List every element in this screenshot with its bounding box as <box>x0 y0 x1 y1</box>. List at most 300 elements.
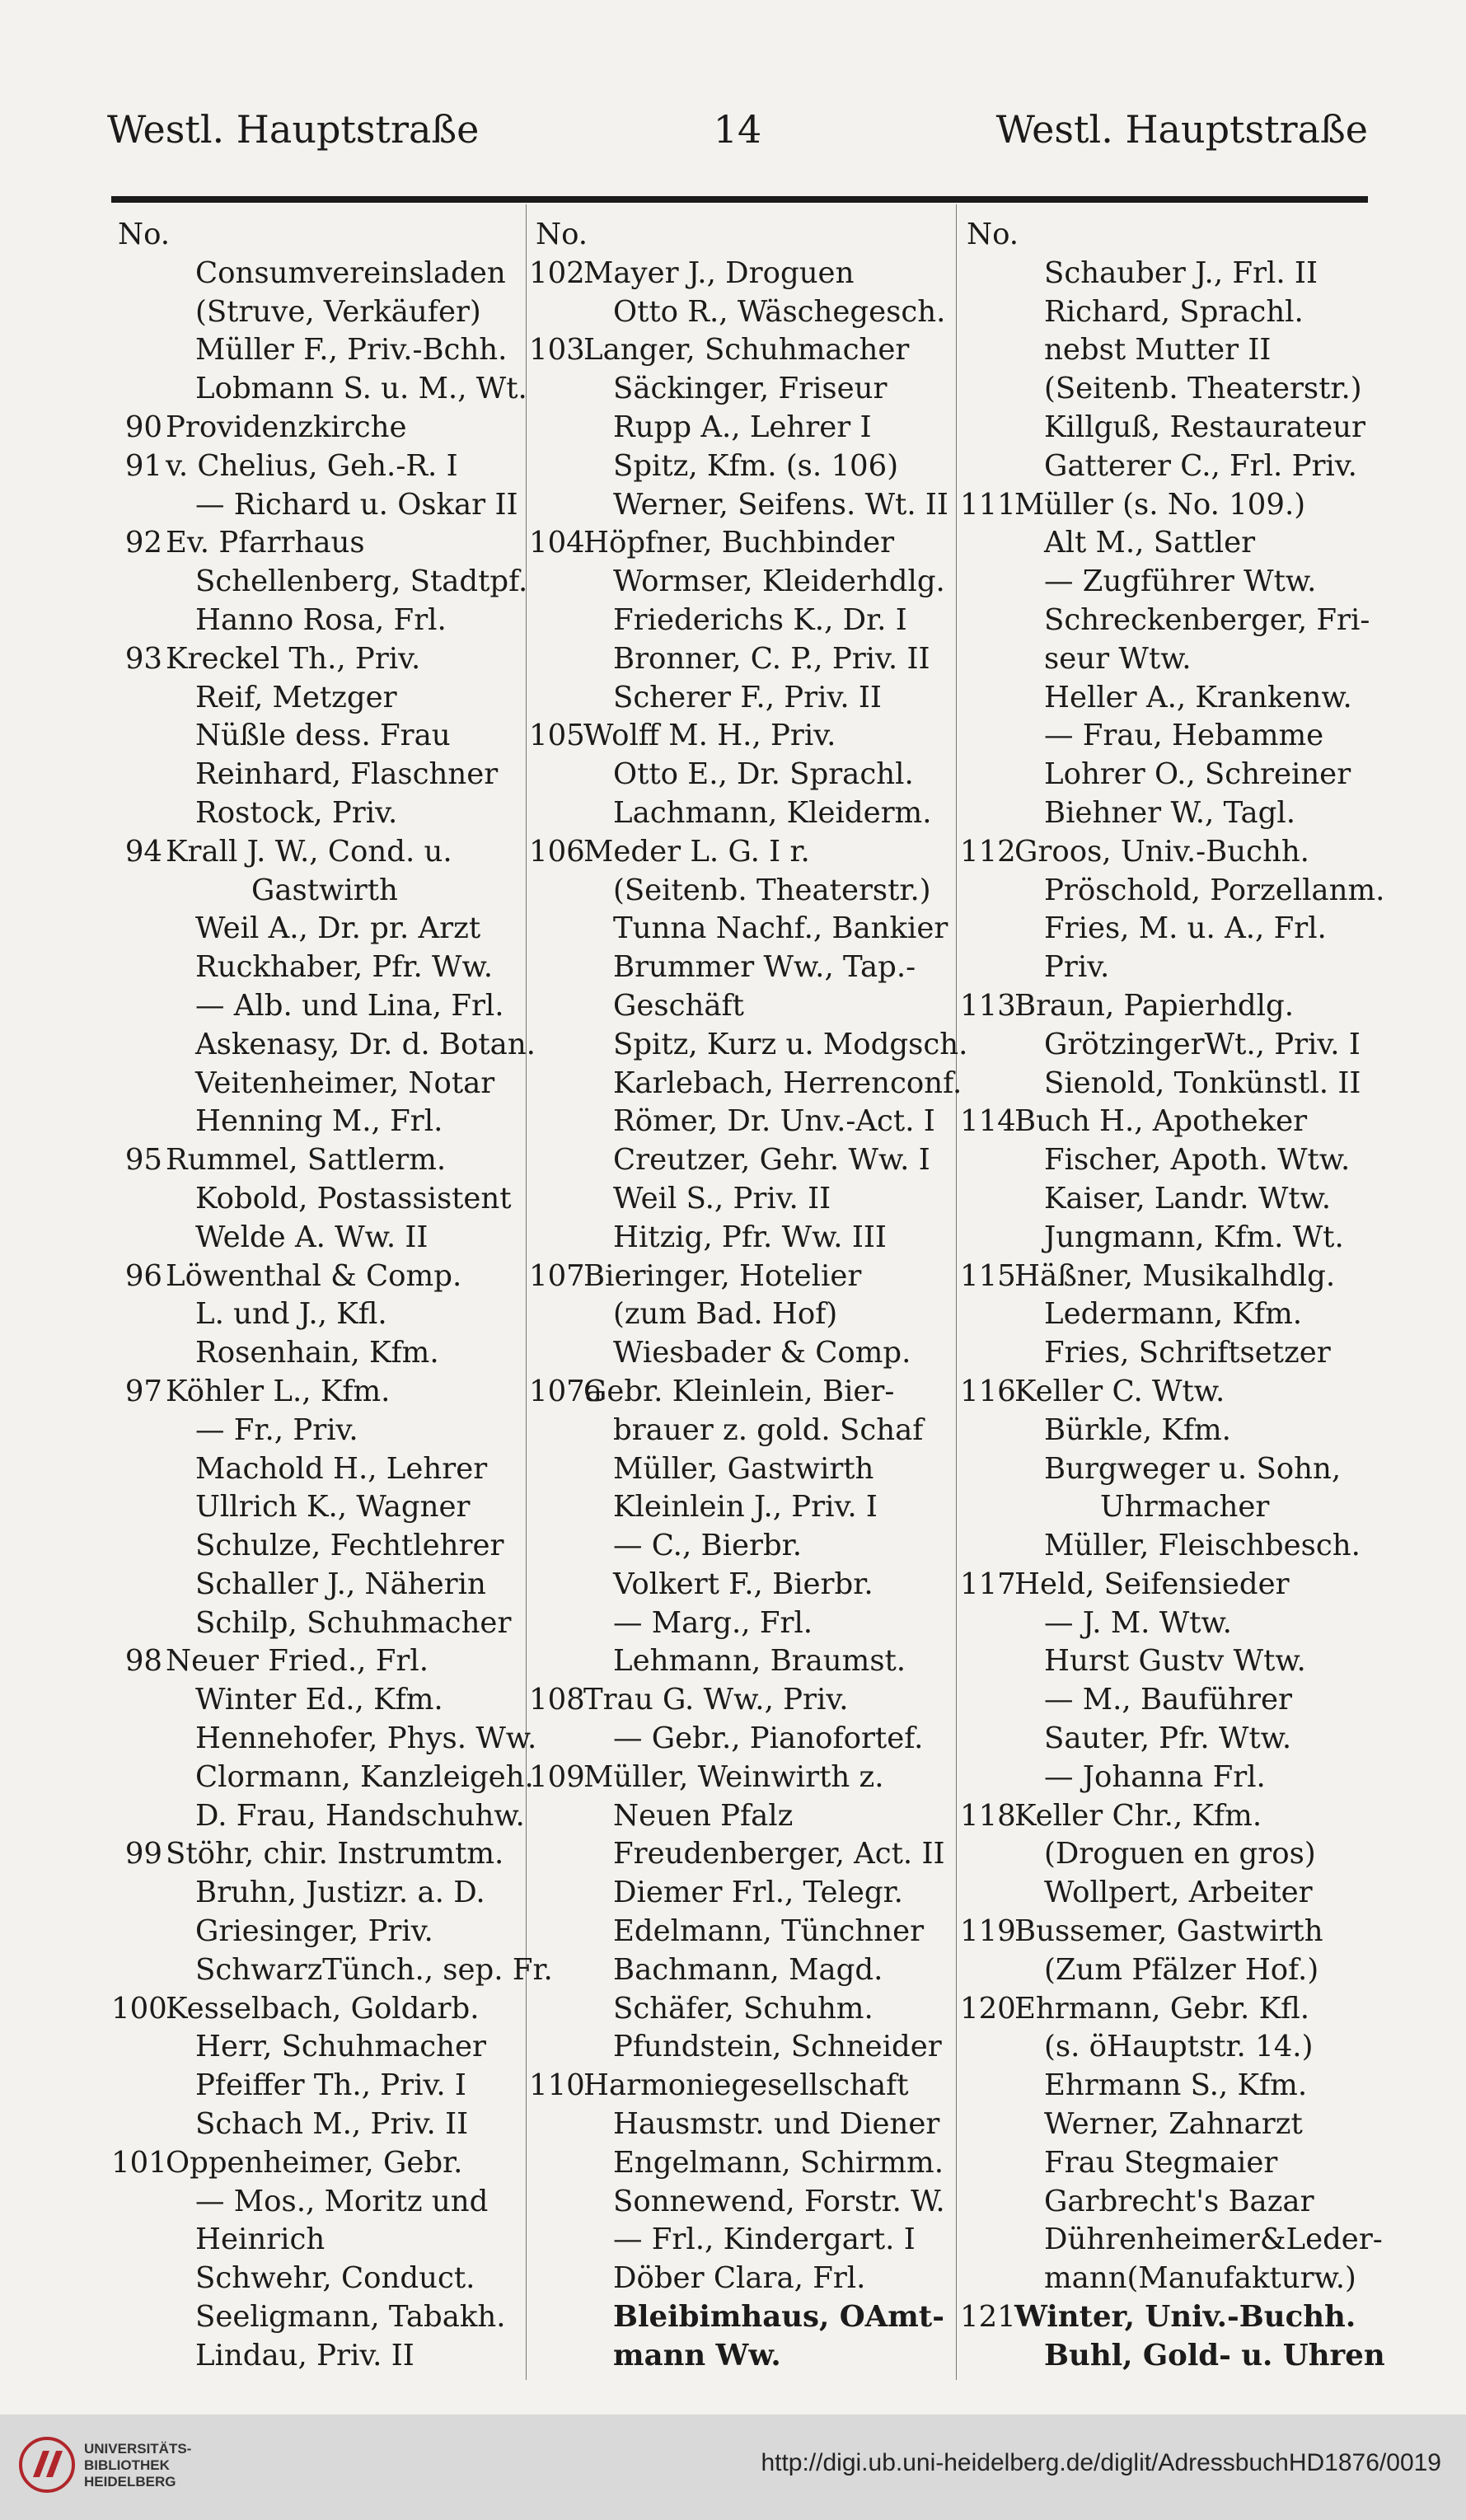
resident-entry-text: Heller A., Krankenw. <box>1044 680 1352 714</box>
directory-entry <box>111 1566 523 1604</box>
directory-entry <box>529 409 941 447</box>
resident-entry-text: D. Frau, Handschuhw. <box>195 1798 525 1833</box>
directory-entry <box>111 2105 523 2144</box>
resident-entry-text: (s. öHauptstr. 14.) <box>1044 2030 1314 2064</box>
resident-entry-text: Lindau, Priv. II <box>195 2338 415 2372</box>
resident-entry-text: nebst Mutter II <box>1044 333 1272 368</box>
resident-entry-text: Spitz, Kfm. (s. 106) <box>613 448 899 483</box>
directory-entry <box>960 1219 1372 1258</box>
directory-entry <box>111 1141 523 1180</box>
resident-entry-text: Pfeiffer Th., Priv. I <box>195 2068 466 2103</box>
directory-entry <box>960 1141 1372 1180</box>
directory-entry <box>529 794 941 833</box>
directory-entry <box>960 331 1372 370</box>
resident-entry-text: Schach M., Priv. II <box>195 2107 469 2142</box>
resident-entry-text: Volkert F., Bierbr. <box>613 1567 874 1601</box>
house-number: 109 <box>529 1759 585 1794</box>
header-rule <box>111 196 1368 203</box>
resident-entry-text: Braun, Papierhdlg. <box>1014 988 1294 1023</box>
resident-entry-text: — Frau, Hebamme <box>1044 719 1324 753</box>
resident-entry-text: Hitzig, Pfr. Ww. III <box>613 1220 887 1254</box>
house-number: 102 <box>529 255 585 290</box>
resident-entry-text: Priv. <box>1044 950 1110 985</box>
directory-entry <box>111 1488 523 1527</box>
directory-entry <box>529 1258 941 1296</box>
resident-entry-text: — Frl., Kindergart. I <box>613 2223 916 2257</box>
directory-entry <box>111 1642 523 1681</box>
resident-entry-text: Friederichs K., Dr. I <box>613 602 907 637</box>
resident-entry-text: Sienold, Tonkünstl. II <box>1044 1066 1361 1100</box>
resident-entry-text: Ullrich K., Wagner <box>195 1490 471 1525</box>
house-number: 106 <box>529 834 585 869</box>
resident-entry-text: Bieringer, Hotelier <box>583 1258 862 1293</box>
resident-entry-text: Lehmann, Braumst. <box>613 1644 906 1679</box>
directory-entry <box>111 1604 523 1643</box>
house-number: 112 <box>960 834 1016 869</box>
resident-entry-text: Säckinger, Friseur <box>613 372 888 406</box>
directory-entry <box>529 679 941 718</box>
directory-entry <box>111 717 523 756</box>
resident-entry-text: Groos, Univ.-Buchh. <box>1014 834 1309 869</box>
directory-entry <box>111 2028 523 2067</box>
directory-entry <box>960 1065 1372 1103</box>
directory-entry <box>529 1835 945 1874</box>
directory-entry <box>960 2144 1372 2183</box>
directory-entry <box>111 2337 523 2376</box>
directory-entry <box>529 2183 945 2222</box>
directory-column-2 <box>529 216 968 2376</box>
resident-entry-text: Neuer Fried., Frl. <box>166 1644 429 1679</box>
directory-entry <box>960 293 1372 332</box>
resident-entry-text: Werner, Zahnarzt <box>1044 2107 1303 2142</box>
directory-entry <box>111 640 523 679</box>
directory-entry <box>960 1990 1372 2029</box>
resident-entry-text: — M., Bauführer <box>1044 1683 1292 1717</box>
library-name-line: BIBLIOTHEK <box>84 2457 170 2473</box>
resident-entry-text: Ledermann, Kfm. <box>1044 1297 1303 1332</box>
directory-entry <box>111 1334 523 1373</box>
directory-entry <box>960 447 1372 486</box>
house-number: 92 <box>124 526 162 560</box>
resident-entry-text: Burgweger u. Sohn, <box>1044 1451 1342 1486</box>
directory-entry <box>111 910 523 949</box>
directory-entry <box>529 1412 941 1450</box>
resident-entry-text: (Droguen en gros) <box>1044 1837 1316 1871</box>
directory-entry <box>960 1835 1372 1874</box>
resident-entry-text: Wiesbader & Comp. <box>613 1336 911 1370</box>
house-number: 94 <box>124 834 162 869</box>
directory-entry <box>111 2298 523 2337</box>
directory-entry <box>111 447 523 486</box>
resident-entry-text: Ehrmann S., Kfm. <box>1044 2068 1308 2103</box>
directory-entry <box>960 910 1372 949</box>
directory-entry <box>529 1759 941 1797</box>
directory-entry <box>111 794 523 833</box>
directory-entry <box>529 2221 941 2260</box>
resident-entry-text: — J. M. Wtw. <box>1044 1605 1232 1640</box>
house-number: 120 <box>960 1991 1016 2026</box>
house-number: 105 <box>529 719 585 753</box>
directory-entry <box>960 794 1372 833</box>
directory-entry <box>529 1874 941 1913</box>
directory-entry <box>111 1681 523 1720</box>
resident-entry-text: Müller, Gastwirth <box>613 1451 874 1486</box>
house-number: 99 <box>124 1837 162 1871</box>
directory-entry <box>960 2105 1372 2144</box>
resident-entry-text: Herr, Schuhmacher <box>195 2030 486 2064</box>
directory-entry <box>111 1913 523 1951</box>
resident-entry-text: Garbrecht's Bazar <box>1044 2184 1314 2218</box>
resident-entry-text: Krall J. W., Cond. u. <box>166 834 452 869</box>
directory-entry <box>529 640 941 679</box>
resident-entry-text: Harmoniegesellschaft <box>583 2068 909 2103</box>
source-url-link[interactable]: http://digi.ub.uni-heidelberg.de/diglit/AdressbuchHD1876/0019 <box>761 2449 1441 2476</box>
directory-entry <box>529 1797 941 1836</box>
resident-entry-text: Fries, M. u. A., Frl. <box>1044 911 1327 946</box>
university-library-logo-icon <box>18 2436 76 2494</box>
directory-entry <box>111 1103 523 1141</box>
directory-entry <box>111 1759 534 1797</box>
resident-entry-text: Richard, Sprachl. <box>1044 294 1304 329</box>
directory-entry <box>960 1103 1372 1141</box>
directory-entry <box>529 1141 941 1180</box>
resident-entry-text: Edelmann, Tünchner <box>613 1914 925 1949</box>
house-number: 117 <box>960 1567 1016 1601</box>
directory-entry <box>529 1026 968 1065</box>
resident-entry-text: — Fr., Priv. <box>195 1412 358 1447</box>
directory-entry <box>529 949 941 987</box>
resident-entry-text: seur Wtw. <box>1044 641 1192 676</box>
house-number: 91 <box>124 448 162 483</box>
resident-entry-text: Kreckel Th., Priv. <box>166 641 421 676</box>
resident-entry-text: Keller Chr., Kfm. <box>1014 1798 1262 1833</box>
directory-entry <box>960 524 1372 563</box>
resident-entry-text: Müller (s. No. 109.) <box>1014 487 1306 522</box>
directory-entry <box>111 2067 523 2105</box>
house-number: 107 <box>529 1258 585 1293</box>
directory-entry <box>529 1295 941 1334</box>
house-number: 116 <box>960 1374 1016 1408</box>
house-number: 121 <box>960 2300 1016 2335</box>
viewer-footer <box>0 2415 1466 2520</box>
resident-entry-text: Geschäft <box>613 988 744 1023</box>
directory-entry <box>111 833 523 872</box>
resident-entry-text: Otto R., Wäschegesch. <box>613 294 946 329</box>
directory-entry <box>529 1990 941 2029</box>
resident-entry-text: Winter, Univ.-Buchh. <box>1014 2300 1356 2335</box>
resident-entry-text: — Zugführer Wtw. <box>1044 564 1317 599</box>
house-number: 119 <box>960 1914 1016 1949</box>
directory-entry <box>111 756 523 794</box>
resident-entry-text: Seeligmann, Tabakh. <box>195 2300 506 2335</box>
directory-entry <box>960 756 1372 794</box>
house-number: 103 <box>529 333 585 368</box>
resident-entry-text: Schulze, Fechtlehrer <box>195 1529 504 1563</box>
directory-entry <box>111 1990 523 2029</box>
resident-entry-text: Bachmann, Magd. <box>613 1952 883 1987</box>
directory-entry <box>111 1951 553 1990</box>
directory-entry <box>529 331 941 370</box>
resident-entry-text: Köhler L., Kfm. <box>166 1374 391 1408</box>
directory-entry <box>529 872 941 911</box>
resident-entry-text: Kleinlein J., Priv. I <box>613 1490 878 1525</box>
resident-entry-text: Hennehofer, Phys. Ww. <box>195 1721 537 1756</box>
directory-entry <box>960 1450 1372 1489</box>
resident-entry-text: (Zum Pfälzer Hof.) <box>1044 1952 1319 1987</box>
resident-entry-text: Häßner, Musikalhdlg. <box>1014 1258 1336 1293</box>
resident-entry-text: — Alb. und Lina, Frl. <box>195 988 504 1023</box>
resident-entry-text: Askenasy, Dr. d. Botan. <box>195 1027 536 1061</box>
resident-entry-text: — Richard u. Oskar II <box>195 487 518 522</box>
directory-entry <box>960 949 1372 987</box>
directory-entry <box>111 1527 523 1566</box>
resident-entry-text: Griesinger, Priv. <box>195 1914 433 1949</box>
resident-entry-text: Uhrmacher <box>1100 1490 1270 1525</box>
resident-entry-text: L. und J., Kfl. <box>195 1297 387 1332</box>
resident-entry-text: brauer z. gold. Schaf <box>613 1412 924 1447</box>
house-number: 101 <box>111 2145 167 2180</box>
resident-entry-text: Welde A. Ww. II <box>195 1220 429 1254</box>
directory-entry <box>529 447 941 486</box>
directory-entry <box>960 1566 1372 1604</box>
directory-entry <box>529 1604 941 1643</box>
directory-entry <box>111 1874 523 1913</box>
resident-entry-text: Rupp A., Lehrer I <box>613 410 872 444</box>
resident-entry-text: Nüßle dess. Frau <box>195 719 451 753</box>
resident-entry-text: Otto E., Dr. Sprachl. <box>613 757 914 792</box>
resident-entry-text: Ruckhaber, Pfr. Ww. <box>195 950 493 985</box>
directory-entry <box>960 640 1372 679</box>
directory-entry <box>960 2260 1372 2298</box>
running-head-left: Westl. Hauptstraße <box>107 107 480 152</box>
directory-entry <box>111 949 523 987</box>
directory-entry <box>111 370 527 409</box>
resident-entry-text: Wollpert, Arbeiter <box>1044 1876 1313 1910</box>
directory-entry <box>529 1527 941 1566</box>
running-head <box>107 107 1368 173</box>
resident-entry-text: (zum Bad. Hof) <box>613 1297 838 1332</box>
column-heading: No. <box>118 218 171 251</box>
directory-entry <box>960 2183 1372 2222</box>
resident-entry-text: Lohrer O., Schreiner <box>1044 757 1351 792</box>
resident-entry-text: Karlebach, Herrenconf. <box>613 1066 963 1100</box>
resident-entry-text: Hurst Gustv Wtw. <box>1044 1644 1306 1679</box>
resident-entry-text: Jungmann, Kfm. Wt. <box>1044 1220 1344 1254</box>
directory-entry <box>111 2144 523 2183</box>
directory-entry <box>960 717 1372 756</box>
resident-entry-text: Buch H., Apotheker <box>1014 1104 1308 1139</box>
directory-entry <box>960 1681 1372 1720</box>
resident-entry-text: Meder L. G. I r. <box>583 834 810 869</box>
resident-entry-text: Neuen Pfalz <box>613 1798 794 1833</box>
house-number: 98 <box>124 1644 162 1679</box>
resident-entry-text: Spitz, Kurz u. Modgsch. <box>613 1027 968 1061</box>
resident-entry-text: Ev. Pfarrhaus <box>166 526 365 560</box>
directory-entry <box>529 2144 944 2183</box>
house-number: 111 <box>960 487 1016 522</box>
directory-entry <box>529 1913 941 1951</box>
directory-entry <box>111 563 528 602</box>
running-head-right: Westl. Hauptstraße <box>995 107 1368 152</box>
directory-entry <box>960 1180 1372 1219</box>
resident-entry-text: Alt M., Sattler <box>1044 526 1256 560</box>
resident-entry-text: Stöhr, chir. Instrumtm. <box>166 1837 504 1871</box>
resident-entry-text: Henning M., Frl. <box>195 1104 443 1139</box>
directory-entry <box>529 1951 941 1990</box>
resident-entry-text: (Seitenb. Theaterstr.) <box>613 873 931 907</box>
resident-entry-text: Gebr. Kleinlein, Bier- <box>583 1374 895 1408</box>
directory-entry <box>111 1026 536 1065</box>
resident-entry-text: Creutzer, Gehr. Ww. I <box>613 1143 930 1178</box>
resident-entry-text: Ehrmann, Gebr. Kfl. <box>1014 1991 1310 2026</box>
resident-entry-text: — Marg., Frl. <box>613 1605 813 1640</box>
house-number: 107a <box>529 1374 602 1408</box>
resident-entry-text: Reif, Metzger <box>195 680 397 714</box>
resident-entry-text: mann(Manufakturw.) <box>1044 2261 1356 2296</box>
directory-entry <box>960 1258 1372 1296</box>
column-divider <box>956 204 957 2380</box>
directory-entry <box>960 1874 1372 1913</box>
directory-entry <box>111 2183 523 2222</box>
resident-entry-text: Kaiser, Landr. Wtw. <box>1044 1181 1332 1216</box>
directory-entry <box>960 2221 1383 2260</box>
directory-entry <box>960 1295 1372 1334</box>
column-heading: No. <box>967 218 1019 251</box>
directory-entry <box>111 2221 523 2260</box>
directory-entry <box>529 1103 941 1141</box>
resident-entry-text: Scherer F., Priv. II <box>613 680 882 714</box>
resident-entry-text: (Struve, Verkäufer) <box>195 294 481 329</box>
resident-entry-text: Providenzkirche <box>166 410 407 444</box>
directory-entry <box>960 1527 1372 1566</box>
resident-entry-text: Langer, Schuhmacher <box>583 333 910 368</box>
directory-entry <box>111 409 523 447</box>
directory-entry <box>960 1642 1372 1681</box>
resident-entry-text: Lobmann S. u. M., Wt. <box>195 372 527 406</box>
resident-entry-text: Bürkle, Kfm. <box>1044 1412 1231 1447</box>
resident-entry-text: Bussemer, Gastwirth <box>1014 1914 1323 1949</box>
directory-entry <box>960 872 1385 911</box>
house-number: 118 <box>960 1798 1016 1833</box>
directory-entry <box>529 255 941 293</box>
resident-entry-text: Schellenberg, Stadtpf. <box>195 564 528 599</box>
house-number: 110 <box>529 2068 585 2103</box>
directory-entry <box>529 1450 941 1489</box>
directory-entry <box>111 2260 523 2298</box>
directory-entry <box>960 1720 1372 1759</box>
directory-entry <box>111 1835 523 1874</box>
resident-entry-text: Rummel, Sattlerm. <box>166 1143 447 1178</box>
directory-entry <box>960 1951 1372 1990</box>
resident-entry-text: Sonnewend, Forstr. W. <box>613 2184 945 2218</box>
directory-entry <box>111 602 523 640</box>
directory-entry <box>111 1180 523 1219</box>
directory-entry <box>529 756 941 794</box>
resident-entry-text: Bruhn, Justizr. a. D. <box>195 1876 485 1910</box>
resident-entry-text: Löwenthal & Comp. <box>166 1258 462 1293</box>
resident-entry-text: Trau G. Ww., Priv. <box>583 1683 849 1717</box>
resident-entry-text: Müller F., Priv.-Bchh. <box>195 333 508 368</box>
directory-entry <box>529 1065 963 1103</box>
resident-entry-text: Clormann, Kanzleigeh. <box>195 1759 534 1794</box>
directory-entry <box>111 679 523 718</box>
directory-entry <box>111 987 523 1026</box>
directory-entry <box>529 524 941 563</box>
directory-entry <box>111 872 523 911</box>
directory-entry <box>111 1797 523 1836</box>
library-name-line: HEIDELBERG <box>84 2474 176 2490</box>
directory-entry <box>960 2298 1372 2337</box>
house-number: 96 <box>124 1258 162 1293</box>
resident-entry-text: — Mos., Moritz und <box>195 2184 489 2218</box>
directory-entry <box>529 370 941 409</box>
directory-entry <box>529 910 948 949</box>
resident-entry-text: Sauter, Pfr. Wtw. <box>1044 1721 1292 1756</box>
resident-entry-text: v. Chelius, Geh.-R. I <box>166 448 458 483</box>
directory-entry <box>111 293 523 332</box>
directory-entry <box>960 2337 1385 2376</box>
resident-entry-text: Freudenberger, Act. II <box>613 1837 945 1871</box>
resident-entry-text: Rostock, Priv. <box>195 795 398 830</box>
library-name-line: UNIVERSITÄTS- <box>84 2441 192 2457</box>
house-number: 115 <box>960 1258 1016 1293</box>
house-number: 114 <box>960 1104 1016 1139</box>
directory-entry <box>111 1450 523 1489</box>
directory-entry <box>529 1488 941 1527</box>
directory-column-1 <box>111 216 553 2376</box>
directory-entry <box>111 1412 523 1450</box>
directory-entry <box>529 1642 941 1681</box>
resident-entry-text: Schreckenberger, Fri- <box>1044 602 1370 637</box>
column-divider <box>526 204 527 2380</box>
library-name <box>84 2441 191 2490</box>
directory-entry <box>960 1412 1372 1450</box>
resident-entry-text: Müller, Fleischbesch. <box>1044 1529 1361 1563</box>
resident-entry-text: Schilp, Schuhmacher <box>195 1605 512 1640</box>
directory-entry <box>960 255 1372 293</box>
resident-entry-text: Wormser, Kleiderhdlg. <box>613 564 945 599</box>
directory-entry <box>111 1065 523 1103</box>
house-number: 95 <box>124 1143 162 1178</box>
directory-entry <box>960 1604 1372 1643</box>
resident-entry-text: Gatterer C., Frl. Priv. <box>1044 448 1357 483</box>
directory-entry <box>960 833 1372 872</box>
directory-entry <box>529 293 946 332</box>
resident-entry-text: Pfundstein, Schneider <box>613 2030 942 2064</box>
resident-entry-text: Weil A., Dr. pr. Arzt <box>195 911 481 946</box>
resident-entry-text: Fries, Schriftsetzer <box>1044 1336 1331 1370</box>
page-number: 14 <box>713 107 762 152</box>
resident-entry-text: Bronner, C. P., Priv. II <box>613 641 930 676</box>
directory-entry <box>529 2028 941 2067</box>
resident-entry-text: Hausmstr. und Diener <box>613 2107 940 2142</box>
resident-entry-text: Heinrich <box>195 2223 326 2257</box>
resident-entry-text: — C., Bierbr. <box>613 1529 803 1563</box>
directory-entry <box>529 1334 941 1373</box>
resident-entry-text: (Seitenb. Theaterstr.) <box>1044 372 1362 406</box>
directory-entry <box>111 255 523 293</box>
resident-entry-text: Schauber J., Frl. II <box>1044 255 1318 290</box>
directory-entry <box>960 409 1372 447</box>
directory-entry <box>960 563 1372 602</box>
resident-entry-text: Machold H., Lehrer <box>195 1451 488 1486</box>
directory-entry <box>111 1373 523 1412</box>
directory-entry <box>960 486 1372 525</box>
directory-entry <box>529 2067 941 2105</box>
resident-entry-text: — Gebr., Pianofortef. <box>613 1721 924 1756</box>
resident-entry-text: Dührenheimer&Leder- <box>1044 2223 1383 2257</box>
resident-entry-text: Schwehr, Conduct. <box>195 2261 475 2296</box>
